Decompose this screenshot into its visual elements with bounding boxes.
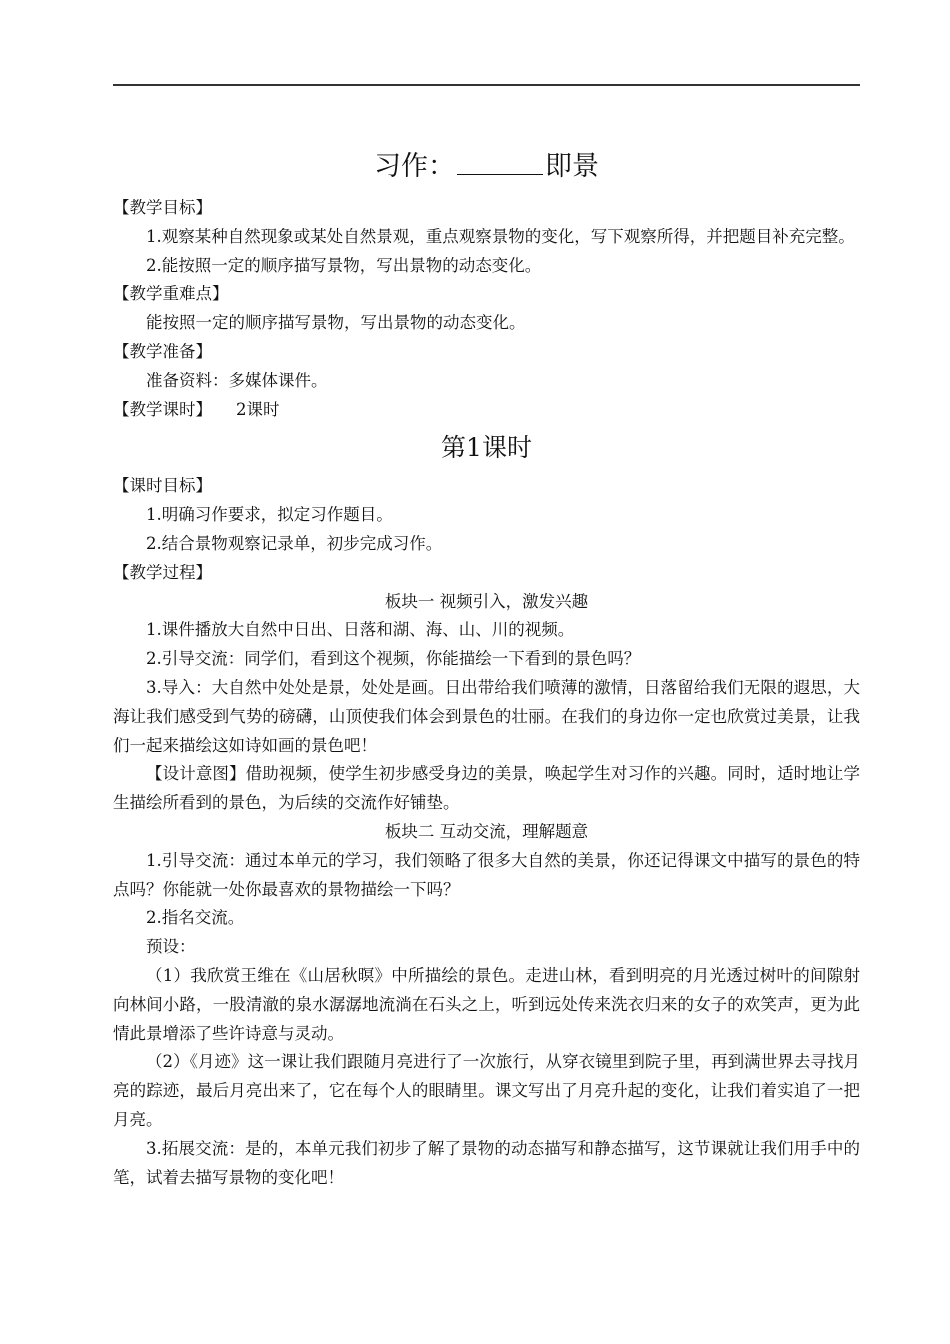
block2-item-3: 3.拓展交流：是的，本单元我们初步了解了景物的动态描写和静态描写，这节课就让我们用手中的笔，试着去描写景物的变化吧！ bbox=[113, 1138, 860, 1187]
block1-item-2: 2.引导交流：同学们，看到这个视频，你能描绘一下看到的景色吗？ bbox=[146, 649, 641, 669]
block2-preset-2: （2）《月迹》这一课让我们跟随月亮进行了一次旅行，从穿衣镜里到院子里，再到满世界去寻找月亮的踪迹，最后月亮出来了，它在每个人的眼睛里。课文写出了月亮升起的变化，让我们着实追了一把月亮。 bbox=[113, 1052, 860, 1129]
document-body bbox=[113, 140, 860, 1192]
block2-title: 板块二 互动交流，理解题意 bbox=[384, 821, 589, 841]
block1-item-3: 3.导入：大自然中处处是景，处处是画。日出带给我们喷薄的激情，日落留给我们无限的遐思，大海让我们感受到气势的磅礴，山顶使我们体会到景色的壮丽。在我们的身边你一定也欣赏过美景，让我们一起来描绘这如诗如画的景色吧！ bbox=[113, 677, 860, 755]
objective-1: 1.观察某种自然现象或某处自然景观，重点观察景物的变化，写下观察所得，并把题目补充完整。 bbox=[146, 226, 855, 246]
lesson-goals-heading: 【课时目标】 bbox=[113, 476, 212, 496]
keypoints-text: 能按照一定的顺序描写景物，写出景物的动态变化。 bbox=[146, 313, 526, 333]
keypoints-heading: 【教学重难点】 bbox=[113, 284, 229, 304]
process-heading: 【教学过程】 bbox=[113, 562, 212, 582]
prep-heading: 【教学准备】 bbox=[113, 341, 212, 361]
title-prefix: 习作： bbox=[374, 151, 455, 182]
block2-item-1: 1.引导交流：通过本单元的学习，我们领略了很多大自然的美景，你还记得课文中描写的景色的特点吗？你能就一处你最喜欢的景物描绘一下吗？ bbox=[113, 850, 860, 899]
lesson-goal-2: 2.结合景物观察记录单，初步完成习作。 bbox=[146, 533, 443, 553]
lesson-goal-1: 1.明确习作要求，拟定习作题目。 bbox=[146, 505, 393, 525]
objectives-heading: 【教学目标】 bbox=[113, 198, 212, 217]
block2-item-2: 2.指名交流。 bbox=[146, 908, 245, 928]
prep-text: 准备资料：多媒体课件。 bbox=[146, 370, 328, 390]
block2-preset-label: 预设： bbox=[146, 937, 196, 957]
document-title bbox=[113, 140, 860, 194]
hours-row bbox=[113, 396, 860, 425]
title-suffix: 即景 bbox=[545, 151, 599, 182]
hours-heading: 【教学课时】 bbox=[113, 399, 212, 419]
block1-title: 板块一 视频引入，激发兴趣 bbox=[384, 591, 589, 611]
lesson-title: 第1课时 bbox=[441, 433, 532, 463]
title-blank bbox=[457, 152, 543, 175]
block1-item-1: 1.课件播放大自然中日出、日落和湖、海、山、川的视频。 bbox=[146, 620, 575, 640]
block1-design-intent: 【设计意图】借助视频，使学生初步感受身边的美景，唤起学生对习作的兴趣。同时，适时地让学生描绘所看到的景色，为后续的交流作好铺垫。 bbox=[113, 764, 860, 813]
hours-value: 2课时 bbox=[236, 399, 280, 419]
block2-preset-1: （1）我欣赏王维在《山居秋暝》中所描绘的景色。走进山林，看到明亮的月光透过树叶的间隙射向林间小路，一股清澈的泉水潺潺地流淌在石头之上，听到远处传来洗衣归来的女子的欢笑声，更为此情此景增添了些许诗意与灵动。 bbox=[113, 965, 860, 1043]
header-rule bbox=[113, 84, 860, 86]
objective-2: 2.能按照一定的顺序描写景物，写出景物的动态变化。 bbox=[146, 255, 542, 275]
